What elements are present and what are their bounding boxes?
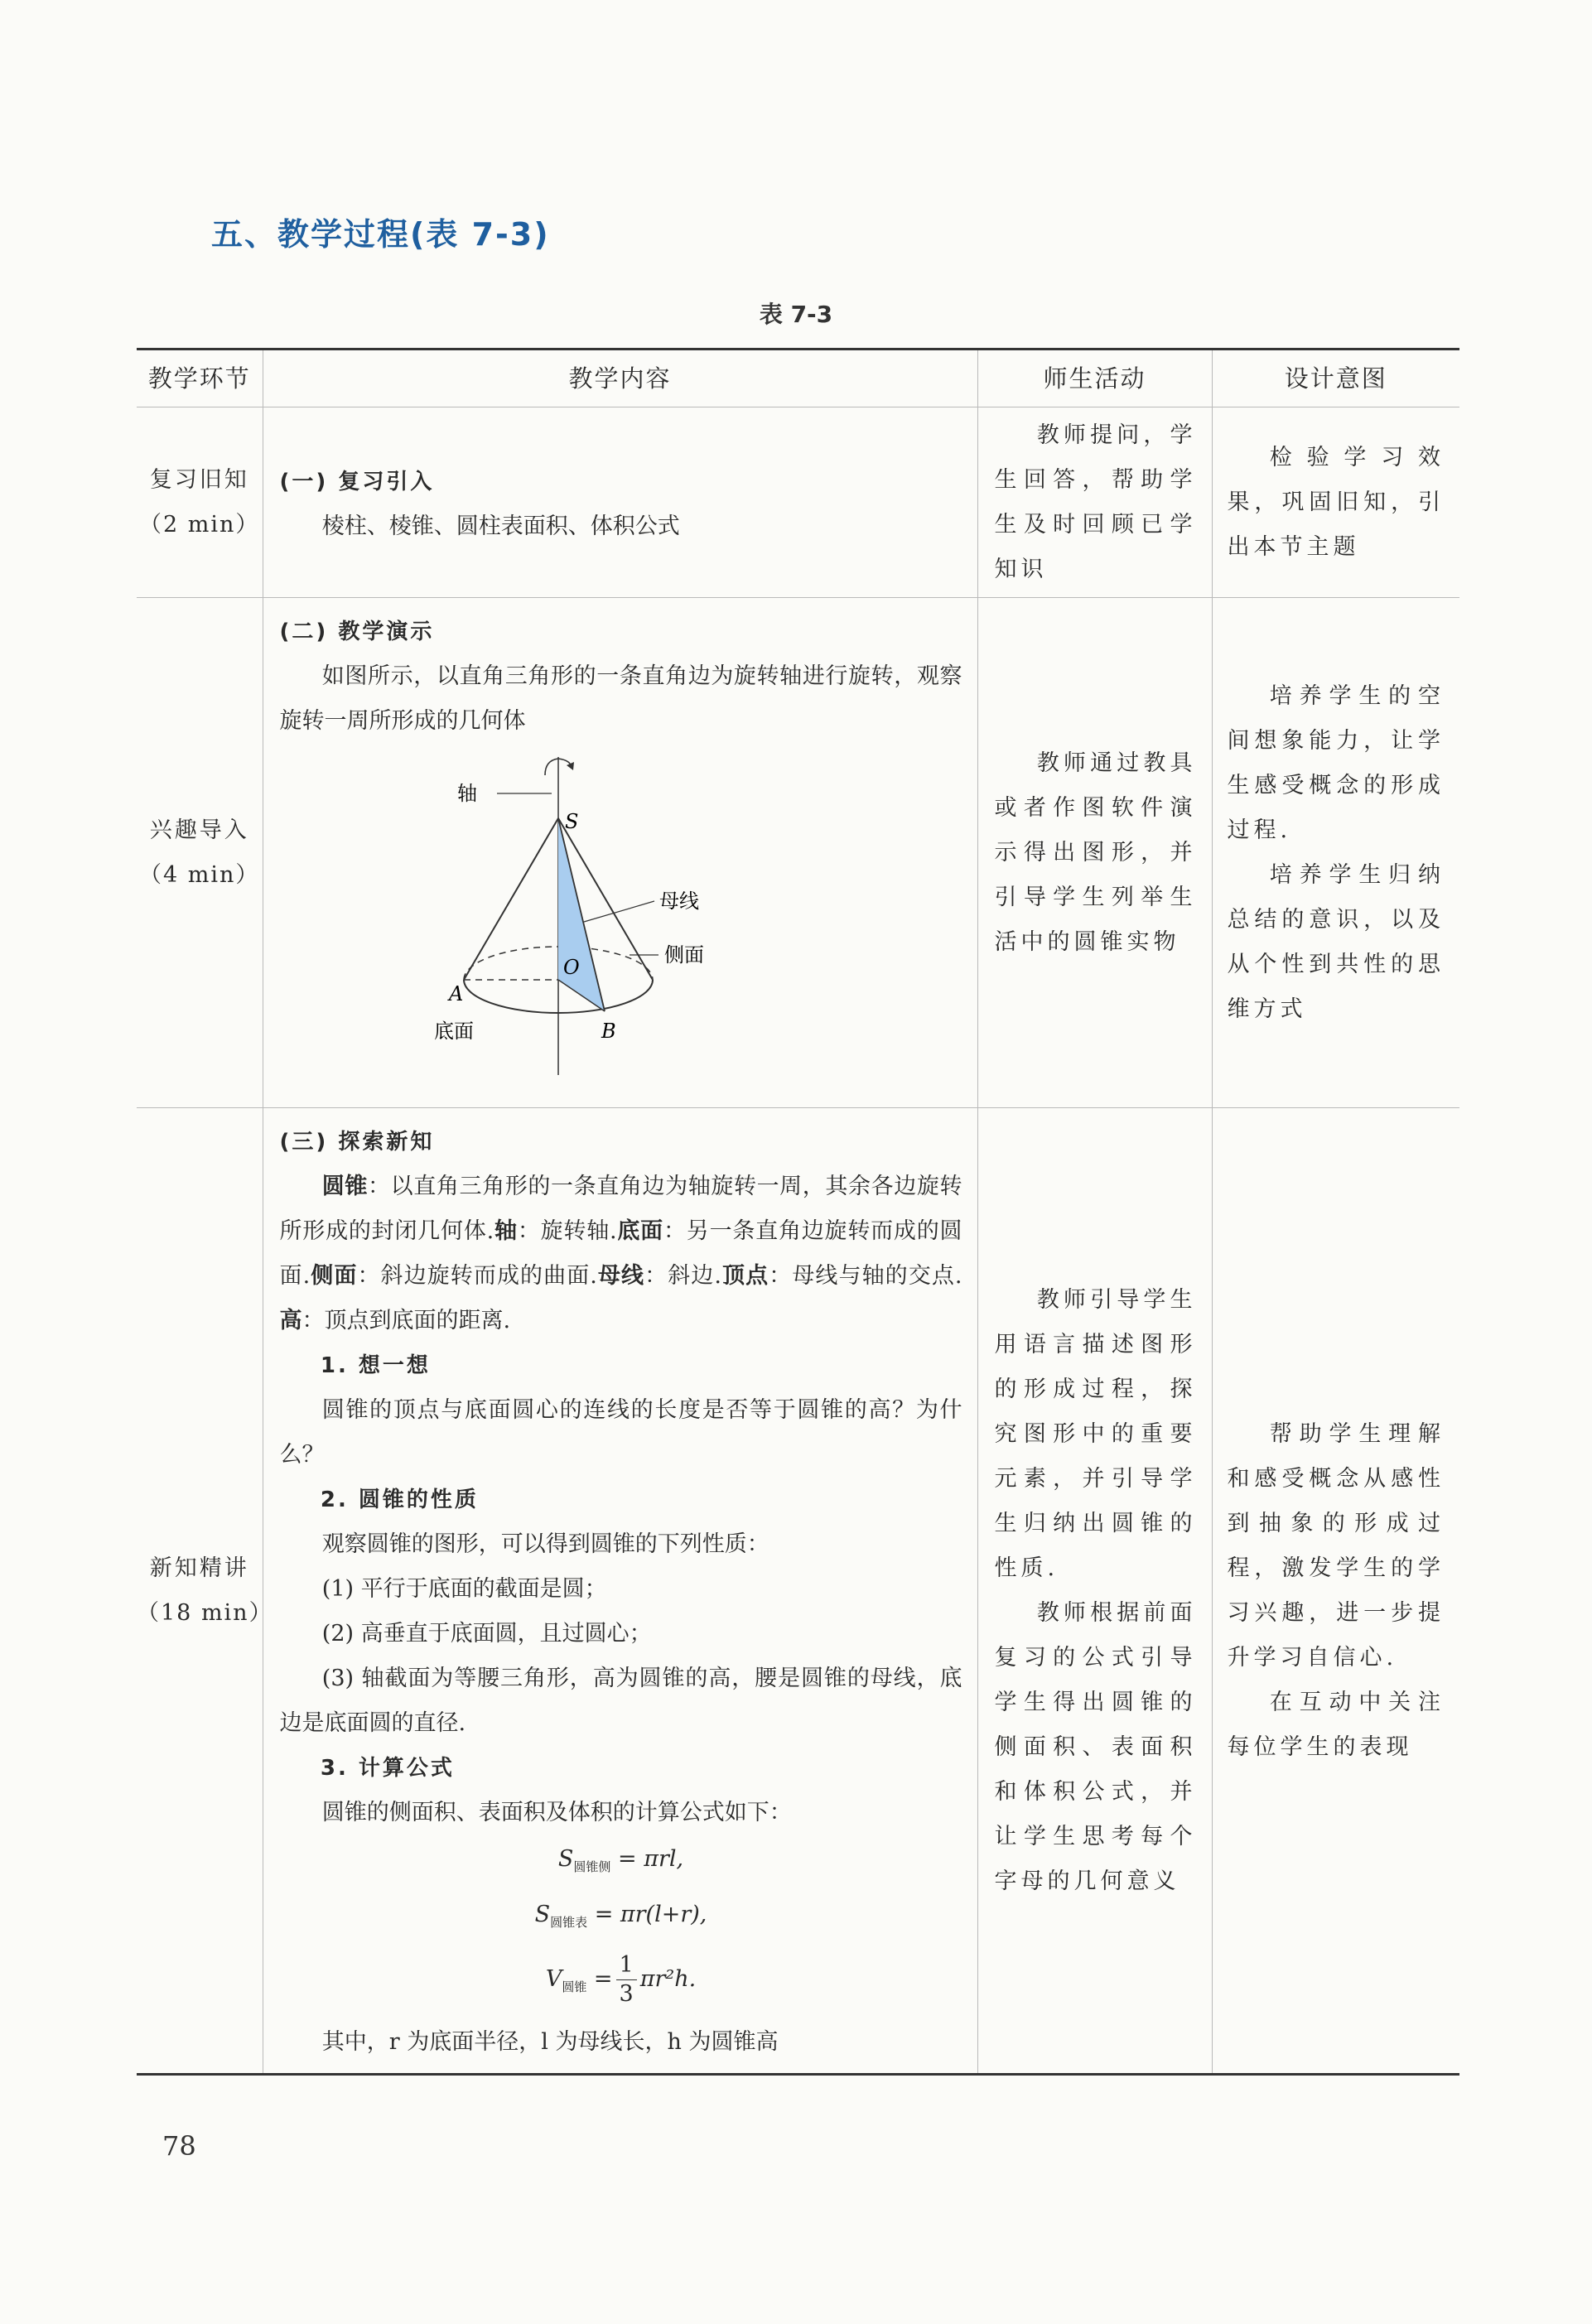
term-base: 底面 xyxy=(616,1218,663,1244)
lateral-label: 侧面 xyxy=(663,943,704,967)
center-label: O xyxy=(562,956,580,979)
header-intent: 设计意图 xyxy=(1212,350,1459,407)
intent-cell xyxy=(1212,598,1459,1108)
content-cell xyxy=(263,598,977,1108)
table-caption: 表 7-3 xyxy=(759,301,833,328)
formula-volume xyxy=(280,1946,962,2020)
term-height: 高 xyxy=(279,1308,302,1333)
f3-lhs: V xyxy=(545,1966,562,1992)
intent-text-1: 帮助学生理解和感受概念从感性到抽象的形成过程，激发学生的学习兴趣，进一步提升学习自信心. xyxy=(1227,1420,1445,1671)
def-axis: ：旋转轴. xyxy=(517,1218,617,1244)
cone-left-edge xyxy=(464,818,558,980)
properties-title: 2. 圆锥的性质 xyxy=(320,1487,479,1512)
formula-intro: 圆锥的侧面积、表面积及体积的计算公式如下： xyxy=(321,1800,792,1825)
content-title: (三) 探索新知 xyxy=(279,1130,435,1155)
page-number: 78 xyxy=(162,2130,196,2162)
think-text: 圆锥的顶点与底面圆心的连线的长度是否等于圆锥的高？为什么？ xyxy=(279,1397,962,1468)
point-b-label: B xyxy=(601,1020,616,1043)
term-lateral: 侧面 xyxy=(310,1263,358,1289)
intent-text-1: 培养学生的空间想象能力，让学生感受概念的形成过程. xyxy=(1227,682,1445,843)
cone-figure xyxy=(280,752,962,1099)
def-generatrix: ：斜边. xyxy=(644,1263,721,1289)
header-content: 教学内容 xyxy=(263,350,977,407)
stage-cell xyxy=(137,407,263,598)
section-heading: 五、教学过程(表 7-3) xyxy=(211,216,550,253)
point-a-label: A xyxy=(448,982,463,1005)
cone-diagram xyxy=(433,752,795,1083)
properties-intro: 观察圆锥的图形，可以得到圆锥的下列性质： xyxy=(321,1531,769,1557)
stage-time: （4 min） xyxy=(139,861,260,888)
property-3: (3) 轴截面为等腰三角形，高为圆锥的高，腰是圆锥的母线，底边是底面圆的直径. xyxy=(279,1666,962,1736)
fraction xyxy=(616,1951,637,2008)
header-activity: 师生活动 xyxy=(977,350,1212,407)
activity-text: 教师通过教具或者作图软件演示得出图形，并引导学生列举生活中的圆锥实物 xyxy=(994,750,1197,955)
activity-text: 教师提问，学生回答，帮助学生及时回顾已学知识 xyxy=(994,422,1197,582)
def-apex: ：母线与轴的交点. xyxy=(769,1263,962,1289)
table-row xyxy=(137,1108,1459,2075)
stage-time: （2 min） xyxy=(139,511,260,538)
stage-label: 兴趣导入 xyxy=(149,817,249,843)
header-stage: 教学环节 xyxy=(137,350,263,407)
property-2: (2) 高垂直于底面圆，且过圆心； xyxy=(321,1621,652,1647)
f3-eq: = xyxy=(593,1966,613,1992)
term-apex: 顶点 xyxy=(721,1263,769,1289)
table-header-row xyxy=(137,350,1459,407)
def-cone: ：以直角三角形的一条直角边为轴旋转一周，其余各边旋转所形成的封闭几何体. xyxy=(279,1174,962,1244)
intent-text: 检验学习效果，巩固旧知，引出本节主题 xyxy=(1227,444,1445,560)
generatrix-label: 母线 xyxy=(659,890,699,913)
apex-label: S xyxy=(564,810,578,833)
term-axis: 轴 xyxy=(494,1218,518,1244)
table-row xyxy=(137,598,1459,1108)
f2-rhs: = πr(l+r), xyxy=(594,1902,707,1927)
content-cell xyxy=(263,407,977,598)
stage-cell xyxy=(137,1108,273,2075)
f3-rhs: πr²h. xyxy=(639,1966,697,1992)
stage-label: 新知精讲 xyxy=(149,1555,249,1581)
variables-text: 其中，r 为底面半径，l 为母线长，h 为圆锥高 xyxy=(321,2029,779,2055)
stage-time: （18 min） xyxy=(137,1599,273,1626)
teaching-process-table xyxy=(137,348,1459,2076)
activity-cell xyxy=(977,598,1212,1108)
def-lateral: ：斜边旋转而成的曲面. xyxy=(357,1263,597,1289)
f1-sub: 圆锥侧 xyxy=(573,1859,611,1874)
def-base: ：另一条直角边旋转而成的圆面. xyxy=(279,1218,962,1289)
content-text: 棱柱、棱锥、圆柱表面积、体积公式 xyxy=(321,513,680,539)
content-text: 如图所示，以直角三角形的一条直角边为旋转轴进行旋转，观察旋转一周所形成的几何体 xyxy=(279,663,962,734)
content-title: (一) 复习引入 xyxy=(279,469,435,494)
intent-cell xyxy=(1212,1108,1459,2075)
intent-text-2: 在互动中关注每位学生的表现 xyxy=(1227,1689,1445,1760)
activity-cell xyxy=(977,1108,1212,2075)
property-1: (1) 平行于底面的截面是圆； xyxy=(321,1576,607,1602)
activity-text-2: 教师根据前面复习的公式引导学生得出圆锥的侧面积、表面积和体积公式，并让学生思考每个字母的几何意义 xyxy=(994,1599,1197,1894)
fraction-denominator: 3 xyxy=(619,1981,634,2007)
f3-sub: 圆锥 xyxy=(562,1979,587,1994)
formula-title: 3. 计算公式 xyxy=(320,1756,455,1781)
generatrix-leader xyxy=(584,901,654,922)
def-height: ：顶点到底面的距离. xyxy=(302,1308,511,1333)
f2-sub: 圆锥表 xyxy=(550,1915,588,1930)
fraction-numerator: 1 xyxy=(616,1951,637,1980)
f1-rhs: = πrl, xyxy=(618,1846,684,1872)
content-cell xyxy=(263,1108,977,2075)
formula-lateral-area xyxy=(280,1835,962,1891)
content-title: (二) 教学演示 xyxy=(279,620,435,644)
base-label: 底面 xyxy=(433,1020,474,1043)
activity-text-1: 教师引导学生用语言描述图形的形成过程，探究图形中的重要元素，并引导学生归纳出圆锥的性质. xyxy=(994,1286,1197,1581)
term-generatrix: 母线 xyxy=(596,1263,645,1289)
stage-cell xyxy=(137,598,263,1108)
intent-cell xyxy=(1212,407,1459,598)
stage-label: 复习旧知 xyxy=(149,466,249,493)
think-title: 1. 想一想 xyxy=(320,1353,431,1378)
definitions xyxy=(280,1164,962,1343)
axis-label: 轴 xyxy=(456,782,477,805)
f1-lhs: S xyxy=(557,1846,574,1872)
term-cone: 圆锥 xyxy=(321,1174,369,1199)
formula-surface-area xyxy=(280,1891,962,1946)
f2-lhs: S xyxy=(534,1902,551,1927)
table-row xyxy=(137,407,1459,598)
intent-text-2: 培养学生归纳总结的意识，以及从个性到共性的思维方式 xyxy=(1227,861,1445,1022)
activity-cell xyxy=(977,407,1212,598)
